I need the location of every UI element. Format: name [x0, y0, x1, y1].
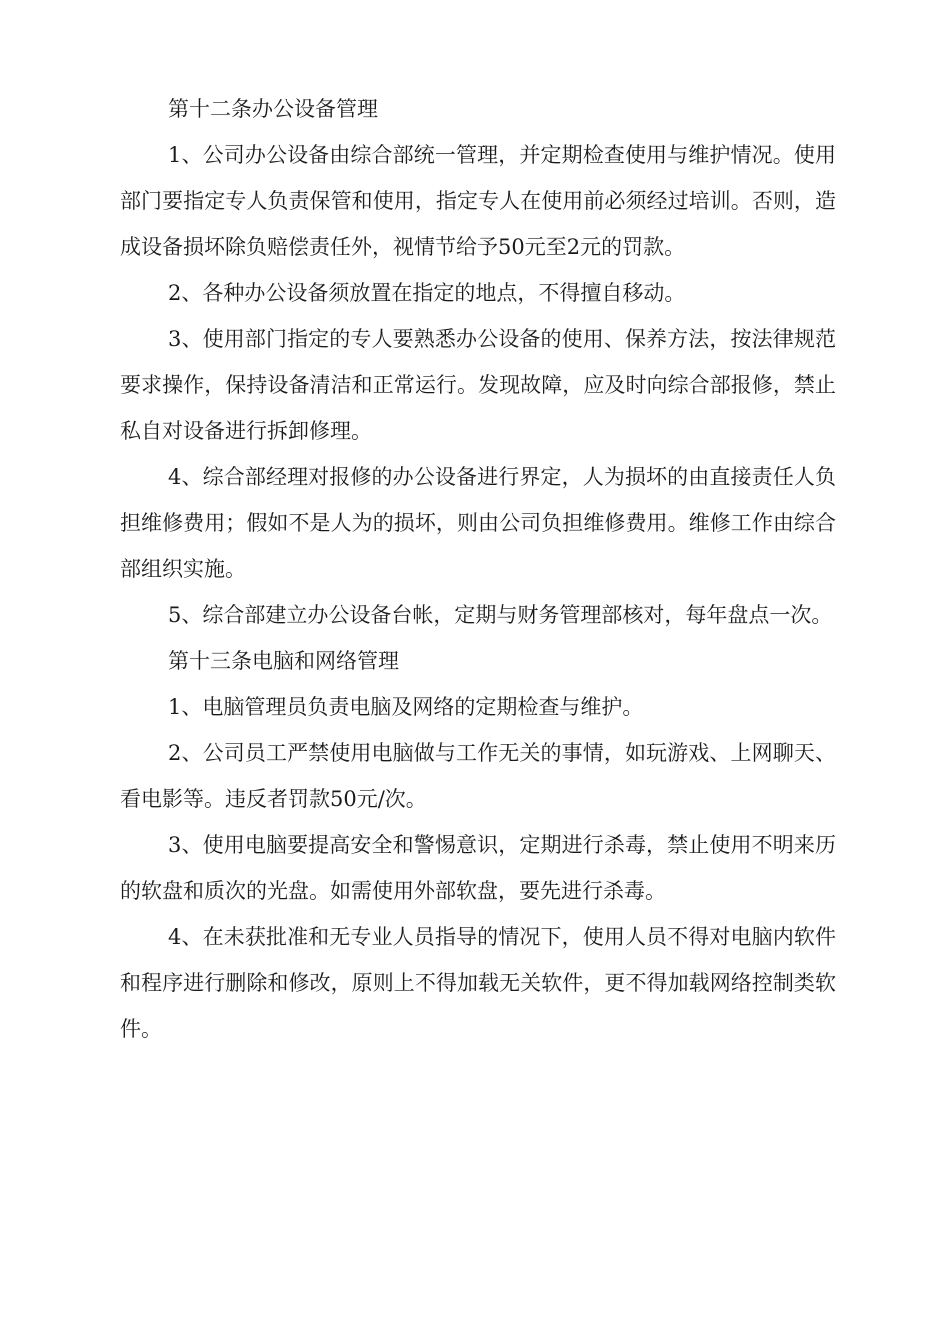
article-13-item-1: 1、电脑管理员负责电脑及网络的定期检查与维护。 — [168, 695, 644, 719]
article-12-item-3: 3、使用部门指定的专人要熟悉办公设备的使用、保养方法，按法律规范要求操作，保持设备清洁和正常运行。发现故障，应及时向综合部报修，禁止私自对设备进行拆卸修理。 — [120, 327, 836, 443]
document-page — [120, 86, 836, 1052]
article-12-item-5: 5、综合部建立办公设备台帐，定期与财务管理部核对，每年盘点一次。 — [168, 603, 833, 627]
article-12-item-4: 4、综合部经理对报修的办公设备进行界定，人为损坏的由直接责任人负担维修费用；假如不是人为的损坏，则由公司负担维修费用。维修工作由综合部组织实施。 — [120, 465, 836, 581]
article-13-heading: 第十三条电脑和网络管理 — [168, 649, 399, 673]
article-13-item-2: 2、公司员工严禁使用电脑做与工作无关的事情，如玩游戏、上网聊天、看电影等。违反者罚款50元/次。 — [120, 741, 836, 811]
article-12-item-1: 1、公司办公设备由综合部统一管理，并定期检查使用与维护情况。使用部门要指定专人负责保管和使用，指定专人在使用前必须经过培训。否则，造成设备损坏除负赔偿责任外，视情节给予50元至2元的罚款。 — [120, 143, 836, 259]
article-13-item-3: 3、使用电脑要提高安全和警惕意识，定期进行杀毒，禁止使用不明来历的软盘和质次的光盘。如需使用外部软盘，要先进行杀毒。 — [120, 833, 836, 903]
article-12-heading: 第十二条办公设备管理 — [168, 97, 378, 121]
article-12-item-2: 2、各种办公设备须放置在指定的地点，不得擅自移动。 — [168, 281, 686, 305]
article-13-item-4: 4、在未获批准和无专业人员指导的情况下，使用人员不得对电脑内软件和程序进行删除和修改，原则上不得加载无关软件，更不得加载网络控制类软件。 — [120, 925, 836, 1041]
